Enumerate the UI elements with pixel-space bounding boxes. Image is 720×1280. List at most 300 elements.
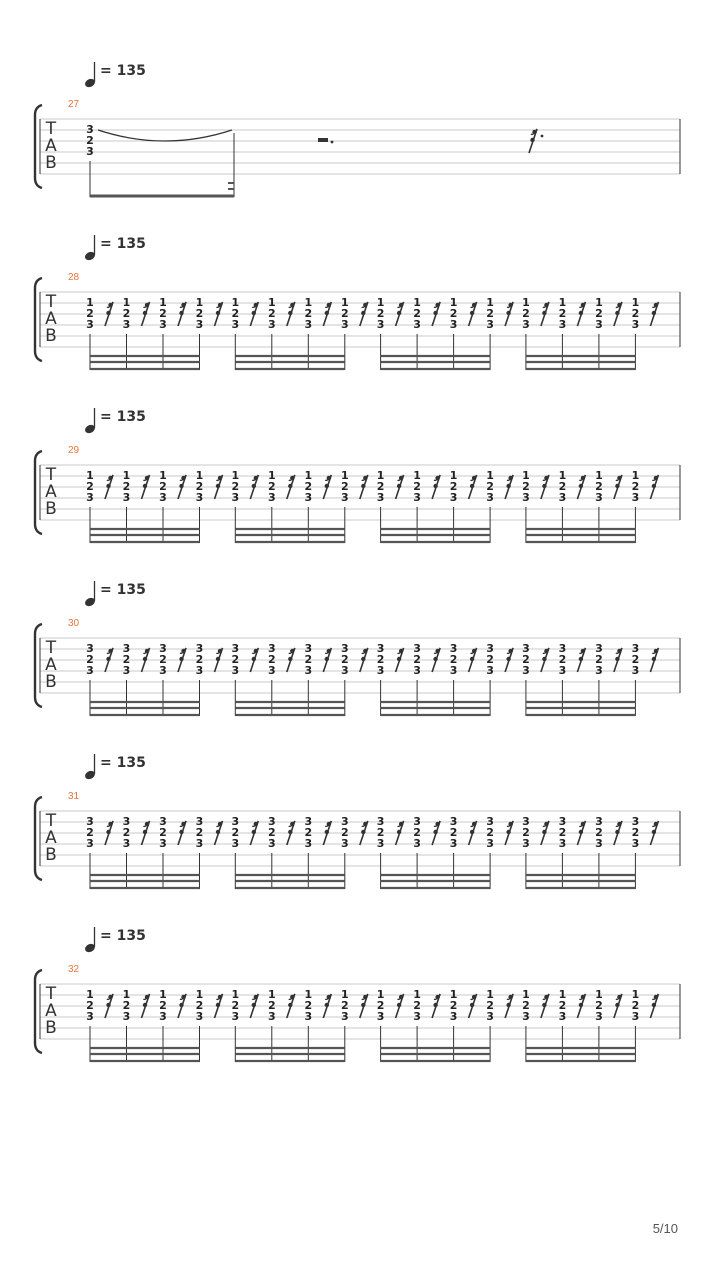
fret-number: 2 [558,653,567,666]
fret-number: 3 [86,815,94,828]
fret-number: 3 [122,491,131,504]
fret-number: 3 [522,664,530,677]
system-bracket [35,970,42,1053]
beat-group [86,815,222,889]
fret-number: 2 [595,826,603,839]
fret-number: 3 [340,815,349,828]
page-number: 5/10 [652,1221,678,1236]
fret-number: 1 [86,469,94,482]
fret-number: 1 [231,296,240,309]
beat-group [522,469,658,543]
fret-number: 3 [231,815,240,828]
fret-number: 3 [231,837,240,850]
fret-number: 2 [267,653,276,666]
fret-number: 3 [86,1010,94,1023]
fret-number: 2 [86,134,94,147]
fret-number: 1 [231,469,240,482]
fret-number: 3 [595,318,603,331]
fret-number: 3 [413,815,421,828]
fret-number: 3 [376,837,385,850]
fret-number: 1 [522,296,530,309]
beat-group [522,815,658,889]
tab-clef-letter: A [45,655,57,675]
fret-number: 2 [413,653,421,666]
fret-number: 3 [340,318,349,331]
fret-number: 2 [340,307,349,320]
fret-number: 2 [413,307,421,320]
fret-number: 3 [449,491,458,504]
fret-number: 2 [340,480,349,493]
fret-number: 2 [558,826,567,839]
fret-number: 3 [413,318,421,331]
fret-number: 1 [558,469,567,482]
fret-number: 2 [376,307,385,320]
fret-number: 2 [340,653,349,666]
fret-number: 3 [486,1010,494,1023]
tab-clef-letter: A [45,828,57,848]
fret-number: 3 [86,491,94,504]
fret-number: 3 [522,491,530,504]
fret-number: 2 [486,999,494,1012]
system-bracket [35,624,42,707]
fret-number: 3 [449,642,458,655]
tab-clef-letter: T [45,292,57,312]
fret-number: 1 [159,296,167,309]
fret-number: 1 [122,469,131,482]
fret-number: 2 [449,307,458,320]
tab-clef-letter: T [45,119,57,139]
fret-number: 3 [304,491,313,504]
bar-number: 28 [68,272,80,283]
fret-number: 2 [267,307,276,320]
fret-number: 1 [376,988,385,1001]
fret-number: 3 [86,837,94,850]
fret-number: 3 [376,642,385,655]
fret-number: 3 [486,815,494,828]
fret-number: 3 [304,642,313,655]
fret-number: 3 [595,642,603,655]
fret-number: 2 [231,480,240,493]
tab-clef-letter: B [45,499,57,519]
fret-number: 3 [631,491,640,504]
fret-number: 2 [558,480,567,493]
fret-number: 3 [376,491,385,504]
fret-number: 3 [122,642,131,655]
fret-number: 2 [486,480,494,493]
fret-number: 1 [595,469,603,482]
tab-clef-letter: A [45,1001,57,1021]
fret-number: 2 [304,826,313,839]
fret-number: 3 [631,642,640,655]
fret-number: 1 [486,296,494,309]
fret-number: 2 [486,307,494,320]
fret-number: 3 [267,318,276,331]
fret-number: 2 [86,307,94,320]
fret-number: 2 [304,480,313,493]
fret-number: 1 [340,988,349,1001]
fret-number: 3 [122,815,131,828]
fret-number: 1 [231,988,240,1001]
fret-number: 1 [195,988,204,1001]
fret-number: 3 [86,145,94,158]
fret-number: 2 [86,480,94,493]
system-bracket [35,451,42,534]
beat-group [231,642,367,716]
system-bracket [35,278,42,361]
fret-number: 2 [122,826,131,839]
tab-clef-letter: B [45,153,57,173]
fret-number: 2 [522,999,530,1012]
fret-number: 3 [195,837,204,850]
fret-number: 3 [486,837,494,850]
fret-number: 2 [340,999,349,1012]
fret-number: 2 [558,307,567,320]
fret-number: 3 [122,318,131,331]
fret-number: 3 [231,318,240,331]
fret-number: 2 [631,653,640,666]
bar-number: 30 [68,618,80,629]
fret-number: 3 [595,1010,603,1023]
fret-number: 2 [595,999,603,1012]
fret-number: 2 [231,307,240,320]
fret-number: 1 [413,469,421,482]
fret-number: 3 [558,318,567,331]
rest-dot [331,141,334,144]
fret-number: 1 [122,296,131,309]
fret-number: 3 [159,815,167,828]
fret-number: 3 [449,318,458,331]
tempo-marking [84,927,146,954]
fret-number: 2 [631,307,640,320]
tempo-marking [84,62,146,89]
fret-number: 3 [595,664,603,677]
fret-number: 3 [449,815,458,828]
fret-number: 1 [376,469,385,482]
fret-number: 3 [159,491,167,504]
fret-number: 1 [558,296,567,309]
beat-group [86,469,222,543]
fret-number: 3 [449,837,458,850]
fret-number: 2 [86,653,94,666]
fret-number: 1 [522,988,530,1001]
tempo-marking [84,581,146,608]
fret-number: 3 [558,1010,567,1023]
fret-number: 3 [558,491,567,504]
fret-number: 2 [486,653,494,666]
rest-dot [541,135,544,138]
fret-number: 3 [376,664,385,677]
fret-number: 2 [486,826,494,839]
tab-clef-letter: A [45,136,57,156]
beat-group [377,642,513,716]
fret-number: 3 [376,1010,385,1023]
beat-group [522,988,658,1062]
system-bracket [35,797,42,880]
fret-number: 3 [159,664,167,677]
fret-number: 1 [595,296,603,309]
fret-number: 2 [522,826,530,839]
fret-number: 3 [195,491,204,504]
fret-number: 3 [86,318,94,331]
fret-number: 3 [86,642,94,655]
fret-number: 3 [122,837,131,850]
tab-system [35,927,680,1062]
fret-number: 3 [122,1010,131,1023]
fret-number: 3 [267,491,276,504]
fret-number: 3 [449,1010,458,1023]
fret-number: 2 [231,999,240,1012]
tab-clef-letter: T [45,638,57,658]
fret-number: 2 [449,480,458,493]
fret-number: 1 [304,988,313,1001]
fret-number: 3 [522,837,530,850]
fret-number: 3 [231,642,240,655]
fret-number: 2 [413,999,421,1012]
fret-number: 3 [267,642,276,655]
fret-number: 3 [413,491,421,504]
fret-number: 1 [86,988,94,1001]
tab-clef-letter: B [45,845,57,865]
fret-number: 2 [595,307,603,320]
beat-group [231,469,367,543]
fret-number: 1 [159,988,167,1001]
fret-number: 2 [86,826,94,839]
fret-number: 2 [159,653,167,666]
fret-number: 1 [558,988,567,1001]
tempo-value: = 135 [100,582,146,598]
fret-number: 3 [267,1010,276,1023]
beat-group [377,296,513,370]
fret-number: 3 [595,491,603,504]
tab-clef-letter: T [45,811,57,831]
tab-clef-letter: T [45,984,57,1004]
fret-number: 1 [267,988,276,1001]
fret-number: 3 [304,837,313,850]
fret-number: 3 [631,815,640,828]
fret-number: 3 [413,1010,421,1023]
fret-number: 3 [340,642,349,655]
fret-number: 1 [122,988,131,1001]
beat-group [377,815,513,889]
fret-number: 2 [340,826,349,839]
fret-number: 1 [86,296,94,309]
fret-number: 3 [231,1010,240,1023]
fret-number: 2 [449,653,458,666]
fret-number: 2 [631,826,640,839]
fret-number: 1 [595,988,603,1001]
fret-number: 3 [522,815,530,828]
fret-number: 3 [522,1010,530,1023]
fret-number: 3 [231,664,240,677]
fret-number: 2 [304,999,313,1012]
fret-number: 3 [522,318,530,331]
fret-number: 2 [376,999,385,1012]
fret-number: 3 [595,837,603,850]
fret-number: 3 [304,1010,313,1023]
fret-number: 1 [449,988,458,1001]
bar-number: 32 [68,964,80,975]
fret-number: 2 [195,480,204,493]
tempo-marking [84,408,146,435]
fret-number: 1 [449,296,458,309]
fret-number: 1 [413,988,421,1001]
fret-number: 1 [340,469,349,482]
fret-number: 3 [231,491,240,504]
fret-number: 2 [231,653,240,666]
fret-number: 2 [595,480,603,493]
fret-number: 2 [522,480,530,493]
fret-number: 3 [486,491,494,504]
fret-number: 2 [159,826,167,839]
fret-number: 2 [195,999,204,1012]
fret-number: 3 [558,664,567,677]
half-rest [318,138,328,142]
beat-group [377,988,513,1062]
fret-number: 3 [340,1010,349,1023]
fret-number: 2 [267,826,276,839]
fret-number: 3 [631,837,640,850]
tempo-value: = 135 [100,755,146,771]
tab-clef-letter: B [45,1018,57,1038]
fret-number: 3 [159,837,167,850]
fret-number: 3 [340,491,349,504]
tab-clef-letter: T [45,465,57,485]
fret-number: 2 [267,999,276,1012]
fret-number: 2 [267,480,276,493]
fret-number: 3 [558,642,567,655]
fret-number: 3 [267,815,276,828]
fret-number: 3 [486,318,494,331]
fret-number: 3 [486,664,494,677]
fret-number: 2 [122,307,131,320]
fret-number: 3 [340,837,349,850]
fret-number: 3 [631,1010,640,1023]
fret-number: 1 [631,469,640,482]
fret-number: 2 [413,480,421,493]
fret-number: 1 [376,296,385,309]
tab-system [35,408,680,543]
tempo-marking [84,754,146,781]
fret-number: 2 [522,653,530,666]
fret-number: 2 [558,999,567,1012]
fret-number: 2 [522,307,530,320]
fret-number: 1 [304,296,313,309]
tab-system [35,62,680,197]
tie-arc [98,130,232,141]
fret-number: 1 [486,988,494,1001]
fret-number: 2 [631,999,640,1012]
beat-group [231,815,367,889]
fret-number: 2 [413,826,421,839]
fret-number: 3 [486,642,494,655]
beat-group [86,988,222,1062]
fret-number: 2 [122,653,131,666]
fret-number: 2 [376,826,385,839]
fret-number: 2 [376,480,385,493]
fret-number: 1 [304,469,313,482]
beat-group [231,988,367,1062]
tab-clef-letter: B [45,672,57,692]
fret-number: 3 [522,642,530,655]
fret-number: 3 [195,1010,204,1023]
fret-number: 3 [558,815,567,828]
tempo-value: = 135 [100,236,146,252]
fret-number: 1 [449,469,458,482]
fret-number: 2 [159,480,167,493]
fret-number: 2 [195,307,204,320]
tab-clef-letter: B [45,326,57,346]
bar-number: 31 [68,791,80,802]
fret-number: 2 [595,653,603,666]
fret-number: 3 [159,1010,167,1023]
fret-number: 2 [122,999,131,1012]
fret-number: 3 [631,664,640,677]
beat-group [86,296,222,370]
fret-number: 1 [340,296,349,309]
fret-number: 1 [267,469,276,482]
fret-number: 3 [376,318,385,331]
fret-number: 2 [195,826,204,839]
fret-number: 3 [195,815,204,828]
fret-number: 3 [195,664,204,677]
fret-number: 3 [195,318,204,331]
fret-number: 2 [86,999,94,1012]
tempo-value: = 135 [100,928,146,944]
fret-number: 1 [486,469,494,482]
fret-number: 2 [376,653,385,666]
beat-group [522,296,658,370]
fret-number: 3 [413,837,421,850]
system-bracket [35,105,42,188]
chord [86,123,94,158]
fret-number: 3 [304,815,313,828]
tab-system [35,754,680,889]
tab-clef-letter: A [45,309,57,329]
fret-number: 2 [231,826,240,839]
fret-number: 3 [340,664,349,677]
fret-number: 3 [558,837,567,850]
bar-number: 27 [68,99,80,110]
bar-number: 29 [68,445,80,456]
fret-number: 1 [159,469,167,482]
fret-number: 2 [159,307,167,320]
beat-group [522,642,658,716]
fret-number: 3 [195,642,204,655]
fret-number: 3 [449,664,458,677]
fret-number: 3 [304,318,313,331]
fret-number: 3 [267,664,276,677]
fret-number: 3 [159,642,167,655]
fret-number: 3 [122,664,131,677]
fret-number: 2 [122,480,131,493]
fret-number: 2 [159,999,167,1012]
tempo-value: = 135 [100,409,146,425]
tab-system [35,235,680,370]
fret-number: 1 [195,296,204,309]
fret-number: 1 [631,296,640,309]
fret-number: 3 [413,642,421,655]
fret-number: 1 [413,296,421,309]
tab-clef-letter: A [45,482,57,502]
fret-number: 3 [159,318,167,331]
beat-group [86,642,222,716]
fret-number: 1 [267,296,276,309]
fret-number: 1 [631,988,640,1001]
fret-number: 3 [267,837,276,850]
fret-number: 3 [304,664,313,677]
fret-number: 3 [595,815,603,828]
fret-number: 2 [304,653,313,666]
